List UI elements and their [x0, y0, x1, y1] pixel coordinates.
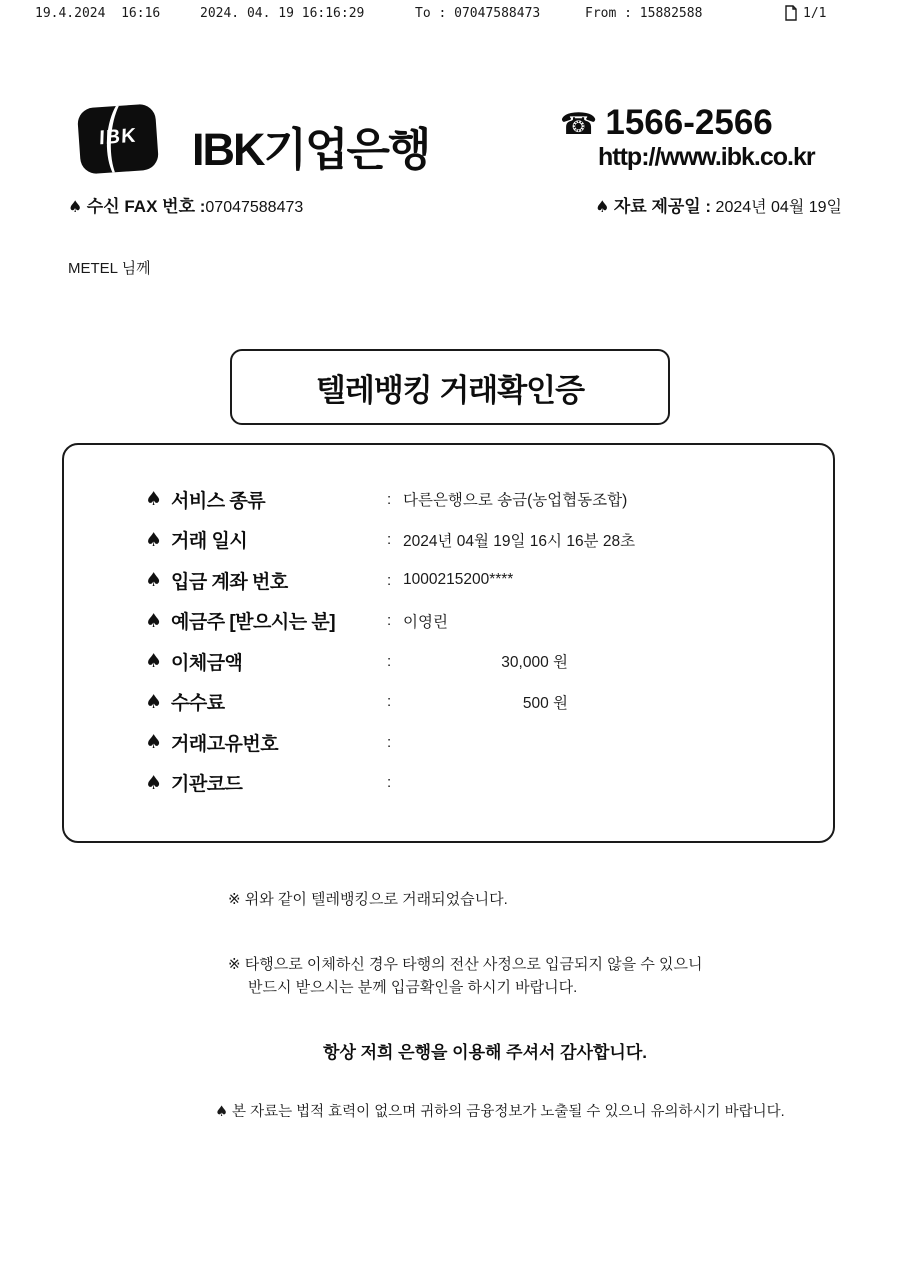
spade-icon: ♠	[145, 771, 163, 794]
spade-icon: ♠	[595, 197, 610, 216]
detail-row-transaction-datetime	[64, 520, 833, 561]
legal-disclaimer-text: 본 자료는 법적 효력이 없으며 귀하의 금융정보가 노출될 수 있으니 유의하시기 바랍니다.	[232, 1104, 785, 1120]
transaction-detail-box	[62, 443, 835, 843]
detail-row-fee	[64, 682, 833, 723]
detail-row-account-holder	[64, 601, 833, 642]
spade-icon: ♠	[145, 609, 163, 632]
row-value: 30,000 원	[501, 654, 568, 672]
spade-icon: ♠	[68, 197, 83, 216]
spade-icon: ♠	[215, 1104, 228, 1120]
row-label: 입금 계좌 번호	[171, 571, 288, 593]
phone-line	[560, 103, 816, 143]
provide-date-label: 자료 제공일 :	[613, 197, 712, 216]
fax-send-date: 19.4.2024 16:16	[35, 6, 161, 21]
thank-you-message: 항상 저희 은행을 이용해 주셔서 감사합니다.	[323, 1043, 647, 1062]
spade-icon: ♠	[145, 569, 163, 592]
row-label: 수수료	[171, 693, 225, 715]
detail-row-deposit-account	[64, 560, 833, 601]
row-label: 예금주 [받으시는 분]	[171, 612, 336, 634]
phone-number: 1566-2566	[605, 103, 773, 142]
row-value: 1000215200****	[403, 571, 514, 589]
spade-icon: ♠	[145, 731, 163, 754]
fax-page-indicator: 1/1	[803, 6, 827, 21]
row-value: 다른은행으로 송금(농업협동조합)	[403, 492, 628, 510]
fax-to-number: To : 07047588473	[415, 6, 541, 21]
row-label: 거래 일시	[171, 531, 248, 553]
spade-icon: ♠	[145, 690, 163, 713]
title-box	[230, 349, 670, 425]
row-colon: :	[387, 733, 392, 751]
row-colon: :	[387, 774, 392, 792]
row-colon: :	[387, 652, 392, 670]
recv-fax-label: 수신 FAX 번호 :	[86, 197, 206, 216]
recv-fax-number: 07047588473	[205, 199, 304, 216]
row-colon: :	[387, 571, 392, 589]
ibk-logo-letters: IBK	[98, 124, 137, 150]
recv-fax-line	[68, 192, 303, 217]
row-label: 이체금액	[171, 652, 243, 674]
note-transaction-confirmed: ※ 위와 같이 텔레뱅킹으로 거래되었습니다.	[228, 891, 508, 908]
fax-transmission-header	[0, 4, 900, 24]
row-colon: :	[387, 531, 392, 549]
detail-row-institution-code	[64, 763, 833, 804]
spade-icon: ♠	[145, 650, 163, 673]
note-other-bank-line2: 반드시 받으시는 분께 입금확인을 하시기 바랍니다.	[248, 979, 578, 996]
bank-name: IBK기업은행	[192, 124, 430, 175]
detail-row-transfer-amount	[64, 641, 833, 682]
recipient-name: METEL 님께	[68, 260, 151, 277]
detail-rows	[64, 479, 833, 803]
ibk-logo	[77, 103, 159, 174]
note-other-bank-line1: ※ 타행으로 이체하신 경우 타행의 전산 사정으로 입금되지 않을 수 있으니	[228, 956, 703, 973]
detail-row-transaction-id	[64, 722, 833, 763]
row-label: 기관코드	[171, 774, 243, 796]
row-label: 거래고유번호	[171, 733, 279, 755]
row-value: 2024년 04월 19일 16시 16분 28초	[403, 532, 636, 550]
fax-from-number: From : 15882588	[585, 6, 703, 21]
phone-icon: ☎	[560, 107, 598, 142]
row-colon: :	[387, 612, 392, 630]
spade-icon: ♠	[145, 528, 163, 551]
spade-icon: ♠	[145, 488, 163, 511]
row-value: 이영린	[403, 613, 448, 631]
row-value: 500 원	[522, 694, 568, 712]
fax-send-datetime: 2024. 04. 19 16:16:29	[200, 6, 365, 21]
provide-date-line	[595, 192, 842, 217]
row-colon: :	[387, 490, 392, 508]
page-icon	[785, 5, 797, 21]
provide-date-value: 2024년 04월 19일	[711, 199, 842, 216]
detail-row-service-type	[64, 479, 833, 520]
legal-disclaimer	[215, 1100, 785, 1121]
note-other-bank-warning	[228, 953, 702, 999]
document-title: 텔레뱅킹 거래확인증	[315, 372, 585, 408]
website-url: http://www.ibk.co.kr	[598, 143, 815, 171]
row-label: 서비스 종류	[171, 490, 266, 512]
row-colon: :	[387, 693, 392, 711]
